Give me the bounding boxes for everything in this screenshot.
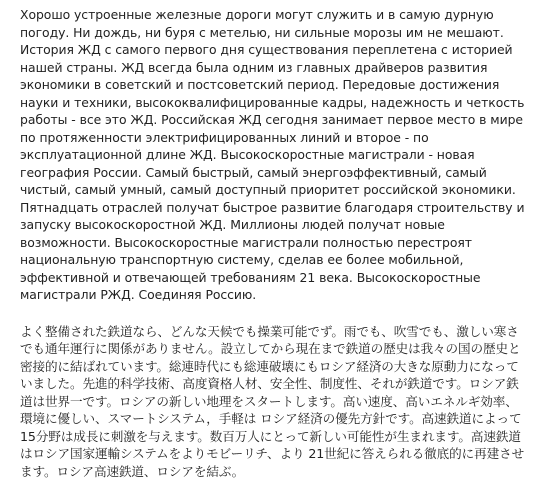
document-body: [20, 6, 526, 480]
russian-paragraph: Хорошо устроенные железные дороги могут служить и в самую дурную погоду. Ни дождь, ни буря с метелью, ни сильные морозы им не мешают. История ЖД с самого первого дня существования переплетена с историей нашей страны. ЖД всегда была одним из главных драйверов развития экономики в советский и постсоветский период. Передовые достижения науки и техники, высококвалифицированные кадры, надежность и четкость работы - все это ЖД. Российская ЖД сегодня занимает первое место в мире по протяженности электрифицированных линий и второе - по эксплуатационной длине ЖД. Высокоскоростные магистрали - новая география России. Самый быстрый, самый энергоэффективный, самый чистый, самый умный, самый доступный приоритет российской экономики. Пятнадцать отраслей получат быстрое развитие благодаря строительству и запуску высокоскоростной ЖД. Миллионы людей получат новые возможности. Высокоскоростные магистрали полностью перестроят национальную транспортную систему, сделав ее более мобильной, эффективной и отвечающей требованиям 21 века. Высокоскоростные магистрали РЖД. Соединяя Россию.: [20, 6, 526, 304]
japanese-paragraph: よく整備された鉄道なら、どんな天候でも操業可能でず。雨でも、吹雪でも、激しい寒さでも通年運行に関係がありません。設立してから現在まで鉄道の歴史は我々の国の歴史と密接的に結ばれています。総連時代にも総連破壊にもロシア経済の大きな原動力になっていました。先進的科学技術、高度資格人材、安全性、制度性、それが鉄道です。ロシア鉄道は世界一です。ロシアの新しい地理をスタートします。高い速度、高いエネルギ効率、環境に優しい、スマートシステム，手軽は ロシア経済の優先方針です。高速鉄道によって 15分野は成長に刺激を与えます。数百万人にとって新しい可能性が生まれます。高速鉄道はロシア国家運輸システムをよりモビーリチ、より 21世紀に答えられる徹底的に再建させます。ロシア高速鉄道、ロシアを結ぶ。: [20, 323, 526, 480]
